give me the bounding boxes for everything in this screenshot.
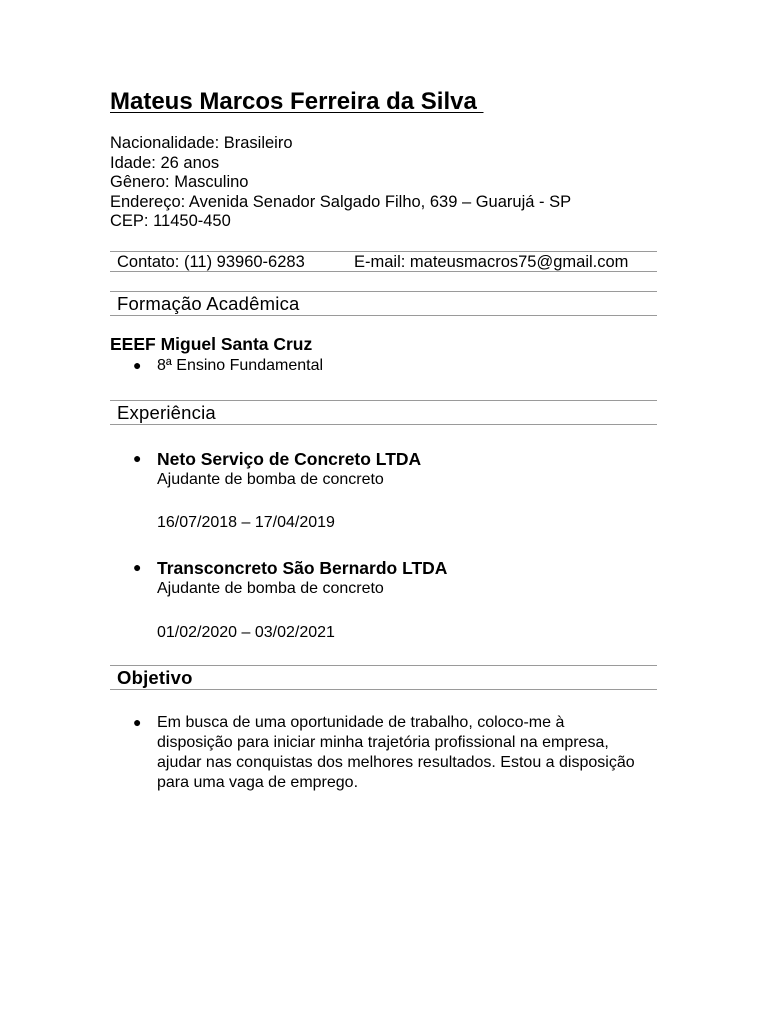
job-dates: 01/02/2020 – 03/02/2021 (157, 624, 335, 641)
job-company: Neto Serviço de Concreto LTDA (157, 449, 422, 469)
objective-text: Em busca de uma oportunidade de trabalho, coloco-me à disposição para iniciar minha trajetória profissional na empresa, ajudar nas conquistas dos melhores resultados. Estou a disposição para uma vaga de emprego. (157, 714, 635, 791)
job-role: Ajudante de bomba de concreto (157, 580, 384, 597)
education-item (133, 356, 323, 376)
experience-section-header (110, 400, 657, 425)
job-role: Ajudante de bomba de concreto (157, 471, 384, 488)
address: Endereço: Avenida Senador Salgado Filho, 639 – Guarujá - SP (110, 192, 572, 211)
contact-bar (110, 251, 657, 272)
bullet-icon: ● (133, 714, 142, 730)
contact-email: E-mail: mateusmacros75@gmail.com (354, 253, 629, 271)
gender: Gênero: Masculino (110, 173, 249, 192)
contact-phone: Contato: (11) 93960-6283 (117, 253, 305, 271)
school-name: EEEF Miguel Santa Cruz (110, 334, 313, 354)
experience-heading: Experiência (117, 402, 216, 423)
education-item-text: 8ª Ensino Fundamental (157, 357, 324, 374)
age: Idade: 26 anos (110, 153, 220, 172)
job-entry (133, 449, 421, 490)
education-heading: Formação Acadêmica (117, 293, 300, 314)
bullet-icon: ● (133, 559, 142, 575)
objective-heading: Objetivo (117, 667, 193, 688)
objective-item (133, 713, 637, 793)
postal-code: CEP: 11450-450 (110, 212, 231, 231)
nationality: Nacionalidade: Brasileiro (110, 134, 293, 152)
job-dates: 16/07/2018 – 17/04/2019 (157, 514, 335, 531)
job-company: Transconcreto São Bernardo LTDA (157, 558, 448, 578)
objective-section-header (110, 665, 657, 690)
personal-info (110, 134, 571, 232)
bullet-icon: ● (133, 357, 142, 373)
bullet-icon: ● (133, 450, 142, 466)
education-section-header (110, 291, 657, 316)
resume-name: Mateus Marcos Ferreira da Silva (110, 88, 484, 115)
job-entry (133, 558, 447, 599)
